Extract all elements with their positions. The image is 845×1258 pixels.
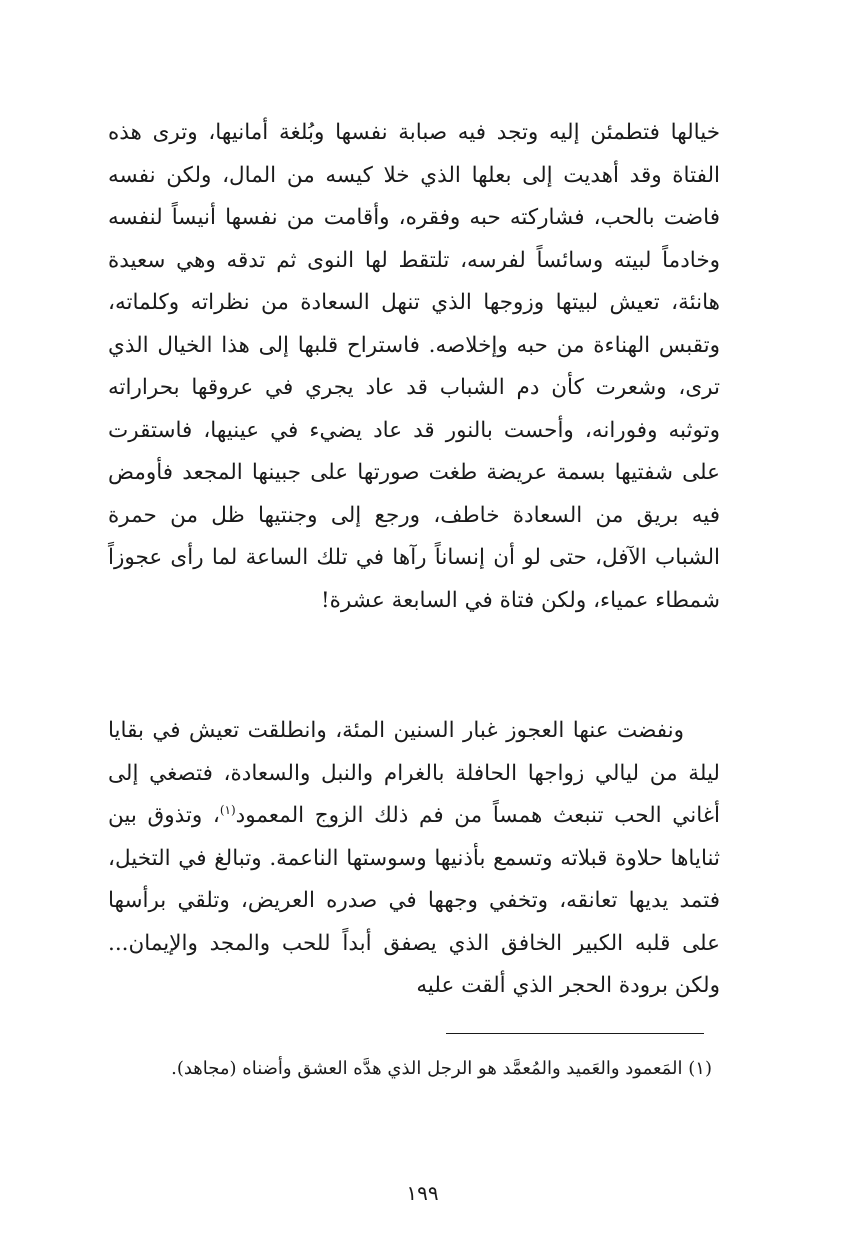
footnote: (١) المَعمود والعَميد والمُعمَّد هو الرجل الذي هدَّه العشق وأضناه (مجاهد). (171, 1058, 712, 1079)
paragraph-text (108, 710, 720, 1008)
paragraph-2-start: ونفضت عنها العجوز غبار السنين المئة، وانطلقت تعيش في بقايا ليلة من ليالي زواجها الحافلة بالغرام والنبل والسعادة، فتصغي إلى أغاني الحب تنبعث همساً من فم ذلك الزوج المعمود (108, 718, 720, 828)
body-paragraph-2 (108, 710, 720, 1008)
paragraph-text: خيالها فتطمئن إليه وتجد فيه صبابة نفسها وبُلغة أمانيها، وترى هذه الفتاة وقد أهديت إلى بعلها الذي خلا كيسه من المال، ولكن نفسه فاضت بالحب، فشاركته حبه وفقره، وأقامت من نفسها أنيساً لنفسه وخادماً لبيته وسائساً لفرسه، تلتقط لها النوى ثم تدقه وهي سعيدة هانئة، تعيش لبيتها وزوجها الذي تنهل السعادة من نظراته وكلماته، وتقبس الهناءة من حبه وإخلاصه. فاستراح قلبها إلى هذا الخيال الذي ترى، وشعرت كأن دم الشباب قد عاد يجري في عروقها بحراراته وتوثبه وفورانه، وأحست بالنور قد عاد يضيء في عينيها، فاستقرت على شفتيها بسمة عريضة طغت صورتها على جبينها المجعد فأومض فيه بريق من السعادة خاطف، ورجع إلى وجنتيها ظل من حمرة الشباب الآفل، حتى لو أن إنساناً رآها في تلك الساعة لما رأى عجوزاً شمطاء عمياء، ولكن فتاة في السابعة عشرة! (108, 120, 720, 613)
footnote-reference: (١) (219, 802, 236, 817)
page-number: ١٩٩ (406, 1181, 439, 1205)
paragraph-2-end: ، وتذوق بين ثناياها حلاوة قبلاته وتسمع بأذنيها وسوستها الناعمة. وتبالغ في التخيل، فتمد يديها تعانقه، وتخفي وجهها في صدره العريض، وتلقي برأسها على قلبه الكبير الخافق الذي يصفق أبداً للحب والمجد والإيمان... ولكن برودة الحجر الذي ألقت عليه (108, 803, 720, 998)
footnote-separator (446, 1033, 704, 1034)
body-paragraph-1 (108, 112, 720, 622)
